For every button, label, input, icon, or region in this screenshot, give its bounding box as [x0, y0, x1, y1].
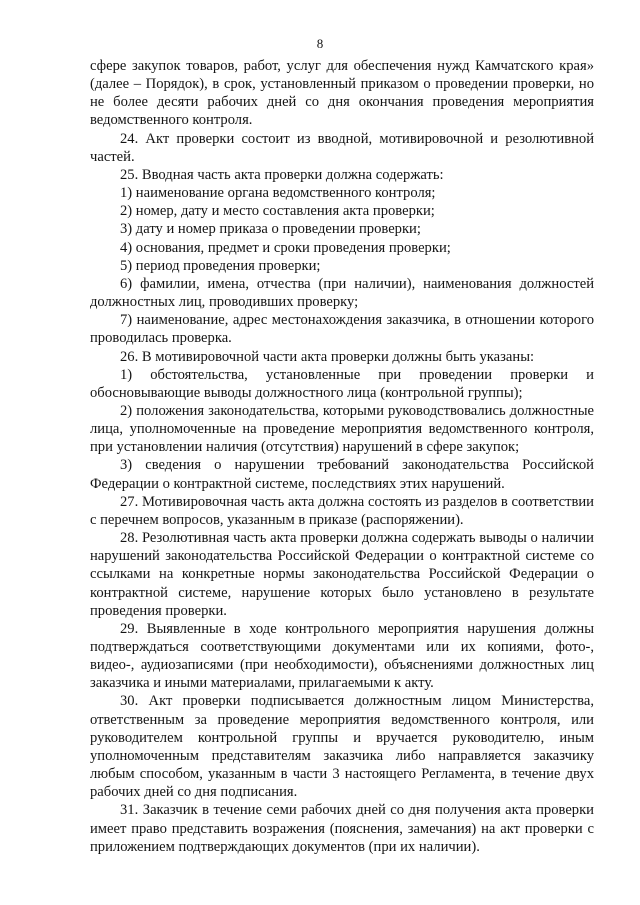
paragraph-29: 29. Выявленные в ходе контрольного мероприятия нарушения должны подтверждаться соответствующими документами или их копиями, фото-, видео-, аудиозаписями (при необходимости), объяснениями должностных лиц заказчика и иными материалами, прилагаемыми к акту.: [90, 620, 594, 692]
document-body: [90, 57, 594, 856]
page-number: 8: [316, 36, 324, 51]
paragraph-28: 28. Резолютивная часть акта проверки должна содержать выводы о наличии нарушений законодательства Российской Федерации о контрактной системе со ссылками на конкретные нормы законодательства Российской Федерации о контрактной системе, нарушение которых было установлено в результате проведения проверки.: [90, 530, 594, 619]
list-item-26-3: 3) сведения о нарушении требований законодательства Российской Федерации о контрактной системе, последствиях этих нарушений.: [90, 457, 594, 492]
list-item-25-3: 3) дату и номер приказа о проведении проверки;: [120, 221, 421, 238]
paragraph-30: 30. Акт проверки подписывается должностным лицом Министерства, ответственным за проведение мероприятия ведомственного контроля, или руководителем контрольной группы и вручается руководителю, иным уполномоченным представителям заказчика либо направляется заказчику любым способом, указанным в части 3 настоящего Регламента, в течение двух рабочих дней со дня подписания.: [90, 693, 594, 801]
paragraph-27: 27. Мотивировочная часть акта должна состоять из разделов в соответствии с перечнем вопросов, указанным в приказе (распоряжении).: [90, 493, 594, 528]
list-item-25-6: 6) фамилии, имена, отчества (при наличии), наименования должностей должностных лиц, проводивших проверку;: [90, 275, 594, 311]
list-item-25-5: 5) период проведения проверки;: [120, 257, 321, 274]
paragraph-25: 25. Вводная часть акта проверки должна содержать:: [120, 166, 444, 183]
list-item-25-4: 4) основания, предмет и сроки проведения проверки;: [120, 239, 451, 256]
paragraph-31: 31. Заказчик в течение семи рабочих дней со дня получения акта проверки имеет право представить возражения (пояснения, замечания) на акт проверки с приложением подтверждающих документов (при их наличии).: [90, 802, 594, 855]
list-item-26-2: 2) положения законодательства, которыми руководствовались должностные лица, уполномоченные на проведение мероприятия ведомственного контроля, при установлении наличия (отсутствия) нарушений в сфере закупок;: [90, 402, 594, 456]
list-item-25-2: 2) номер, дату и место составления акта проверки;: [120, 203, 435, 220]
paragraph-continuation: сфере закупок товаров, работ, услуг для обеспечения нужд Камчатского края» (далее – Порядок), в срок, установленный приказом о проведении проверки, но не более десяти рабочих дней со дня окончания проведения мероприятия ведомственного контроля.: [90, 58, 594, 129]
list-item-26-1: 1) обстоятельства, установленные при проведении проверки и обосновывающие выводы должностного лица (контрольной группы);: [90, 366, 594, 401]
list-item-25-7: 7) наименование, адрес местонахождения заказчика, в отношении которого проводилась проверка.: [90, 312, 594, 347]
paragraph-26: 26. В мотивировочной части акта проверки должны быть указаны:: [120, 348, 535, 365]
paragraph-24: 24. Акт проверки состоит из вводной, мотивировочной и резолютивной частей.: [90, 130, 594, 165]
list-item-25-1: 1) наименование органа ведомственного контроля;: [120, 185, 436, 202]
